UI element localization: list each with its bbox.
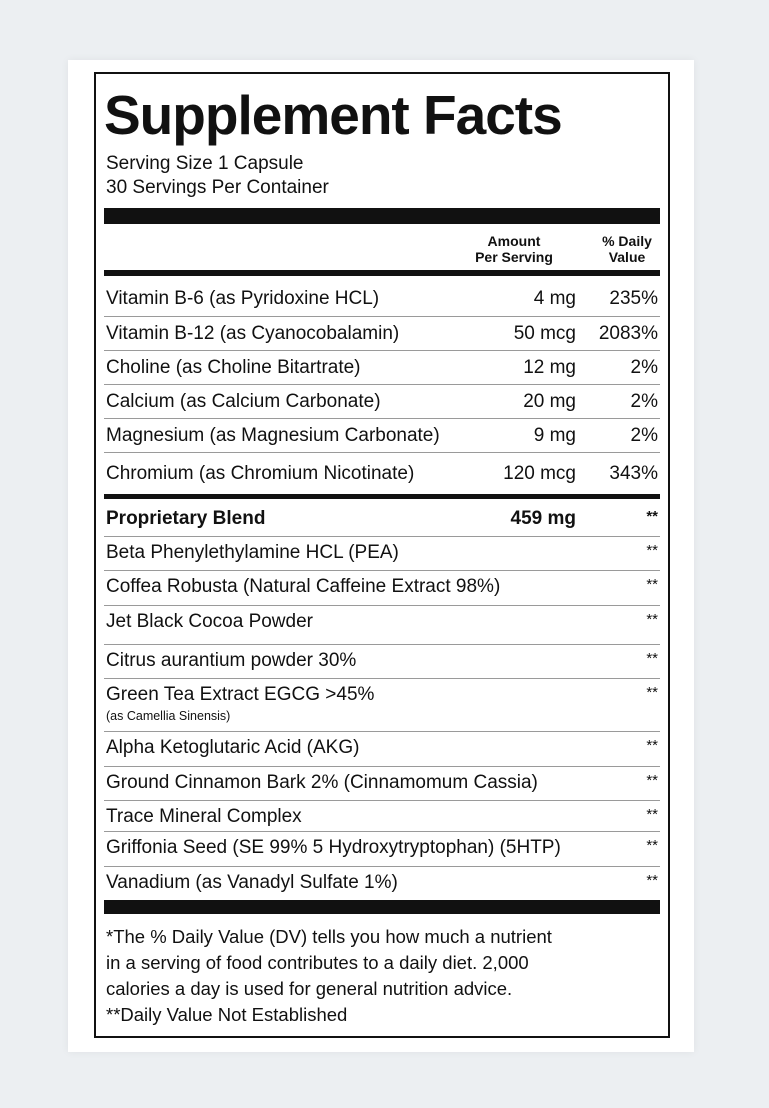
nutrient-amount: 12 mg [523, 357, 576, 378]
blend-dv: ** [646, 508, 658, 525]
nutrient-dv: 343% [609, 463, 658, 484]
nutrient-amount: 9 mg [533, 425, 576, 446]
servings-per-container: 30 Servings Per Container [106, 177, 329, 198]
nutrient-name: Magnesium (as Magnesium Carbonate) [106, 425, 440, 446]
ingredient-row [104, 766, 660, 801]
footnote-line: **Daily Value Not Established [106, 1004, 348, 1025]
ingredient-row [104, 605, 660, 645]
nutrient-name: Choline (as Choline Bitartrate) [106, 357, 361, 378]
ingredient-dv: ** [646, 806, 658, 823]
top-thick-rule [104, 208, 660, 224]
nutrient-amount: 50 mcg [513, 323, 576, 344]
ingredient-name: Green Tea Extract EGCG >45% [106, 684, 375, 705]
ingredient-dv: ** [646, 650, 658, 667]
ingredient-dv: ** [646, 772, 658, 789]
ingredient-name: Alpha Ketoglutaric Acid (AKG) [106, 737, 360, 758]
ingredient-row [104, 866, 660, 901]
ingredient-row [104, 731, 660, 767]
nutrient-row [104, 384, 660, 419]
nutrient-row [104, 452, 660, 495]
ingredient-row [104, 800, 660, 832]
proprietary-blend-row [104, 499, 660, 536]
ingredient-dv: ** [646, 737, 658, 754]
nutrient-row [104, 350, 660, 385]
ingredient-dv: ** [646, 542, 658, 559]
ingredient-row [104, 678, 660, 732]
amount-header-line2: Per Serving [475, 249, 553, 265]
ingredient-name: Beta Phenylethylamine HCL (PEA) [106, 542, 399, 563]
nutrient-amount: 20 mg [523, 391, 576, 412]
serving-size: Serving Size 1 Capsule [106, 153, 304, 174]
ingredient-dv: ** [646, 837, 658, 854]
ingredient-subtext: (as Camellia Sinensis) [106, 709, 231, 723]
nutrient-name: Vitamin B-12 (as Cyanocobalamin) [106, 323, 400, 344]
amount-header-line1: Amount [487, 233, 541, 249]
footer-thick-rule [104, 900, 660, 914]
nutrient-dv: 235% [609, 288, 658, 309]
nutrient-name: Chromium (as Chromium Nicotinate) [106, 463, 415, 484]
ingredient-dv: ** [646, 684, 658, 701]
ingredient-name: Griffonia Seed (SE 99% 5 Hydroxytryptophan) (5HTP) [106, 837, 561, 858]
ingredient-dv: ** [646, 611, 658, 628]
dv-column-header [587, 233, 667, 265]
footnote-line: *The % Daily Value (DV) tells you how much a nutrient [106, 926, 552, 947]
nutrient-dv: 2% [630, 357, 658, 378]
ingredient-dv: ** [646, 576, 658, 593]
ingredient-name: Trace Mineral Complex [106, 806, 302, 827]
nutrient-row [104, 276, 660, 316]
nutrient-dv: 2% [630, 391, 658, 412]
ingredient-row [104, 644, 660, 679]
nutrient-name: Vitamin B-6 (as Pyridoxine HCL) [106, 288, 380, 309]
nutrient-amount: 4 mg [533, 288, 576, 309]
nutrient-row [104, 316, 660, 351]
ingredient-name: Jet Black Cocoa Powder [106, 611, 313, 632]
ingredient-row [104, 831, 660, 867]
blend-name: Proprietary Blend [106, 508, 266, 529]
dv-header-line1: % Daily [602, 233, 652, 249]
footnote-line: calories a day is used for general nutrition advice. [106, 978, 513, 999]
panel-title: Supplement Facts [104, 84, 562, 146]
ingredient-name: Citrus aurantium powder 30% [106, 650, 357, 671]
amount-column-header [459, 233, 569, 265]
dv-header-line2: Value [608, 249, 646, 265]
footnote [106, 924, 552, 1028]
nutrient-amount: 120 mcg [503, 463, 576, 484]
nutrient-row [104, 418, 660, 453]
blend-amount: 459 mg [510, 508, 576, 529]
ingredient-dv: ** [646, 872, 658, 889]
footnote-line: in a serving of food contributes to a daily diet. 2,000 [106, 952, 529, 973]
nutrient-name: Calcium (as Calcium Carbonate) [106, 391, 381, 412]
supplement-facts-panel [94, 72, 670, 1038]
ingredient-name: Ground Cinnamon Bark 2% (Cinnamomum Cassia) [106, 772, 538, 793]
nutrient-dv: 2% [630, 425, 658, 446]
nutrient-dv: 2083% [598, 323, 658, 344]
ingredient-row [104, 570, 660, 606]
ingredient-name: Coffea Robusta (Natural Caffeine Extract 98%) [106, 576, 501, 597]
ingredient-name: Vanadium (as Vanadyl Sulfate 1%) [106, 872, 398, 893]
ingredient-row [104, 536, 660, 571]
